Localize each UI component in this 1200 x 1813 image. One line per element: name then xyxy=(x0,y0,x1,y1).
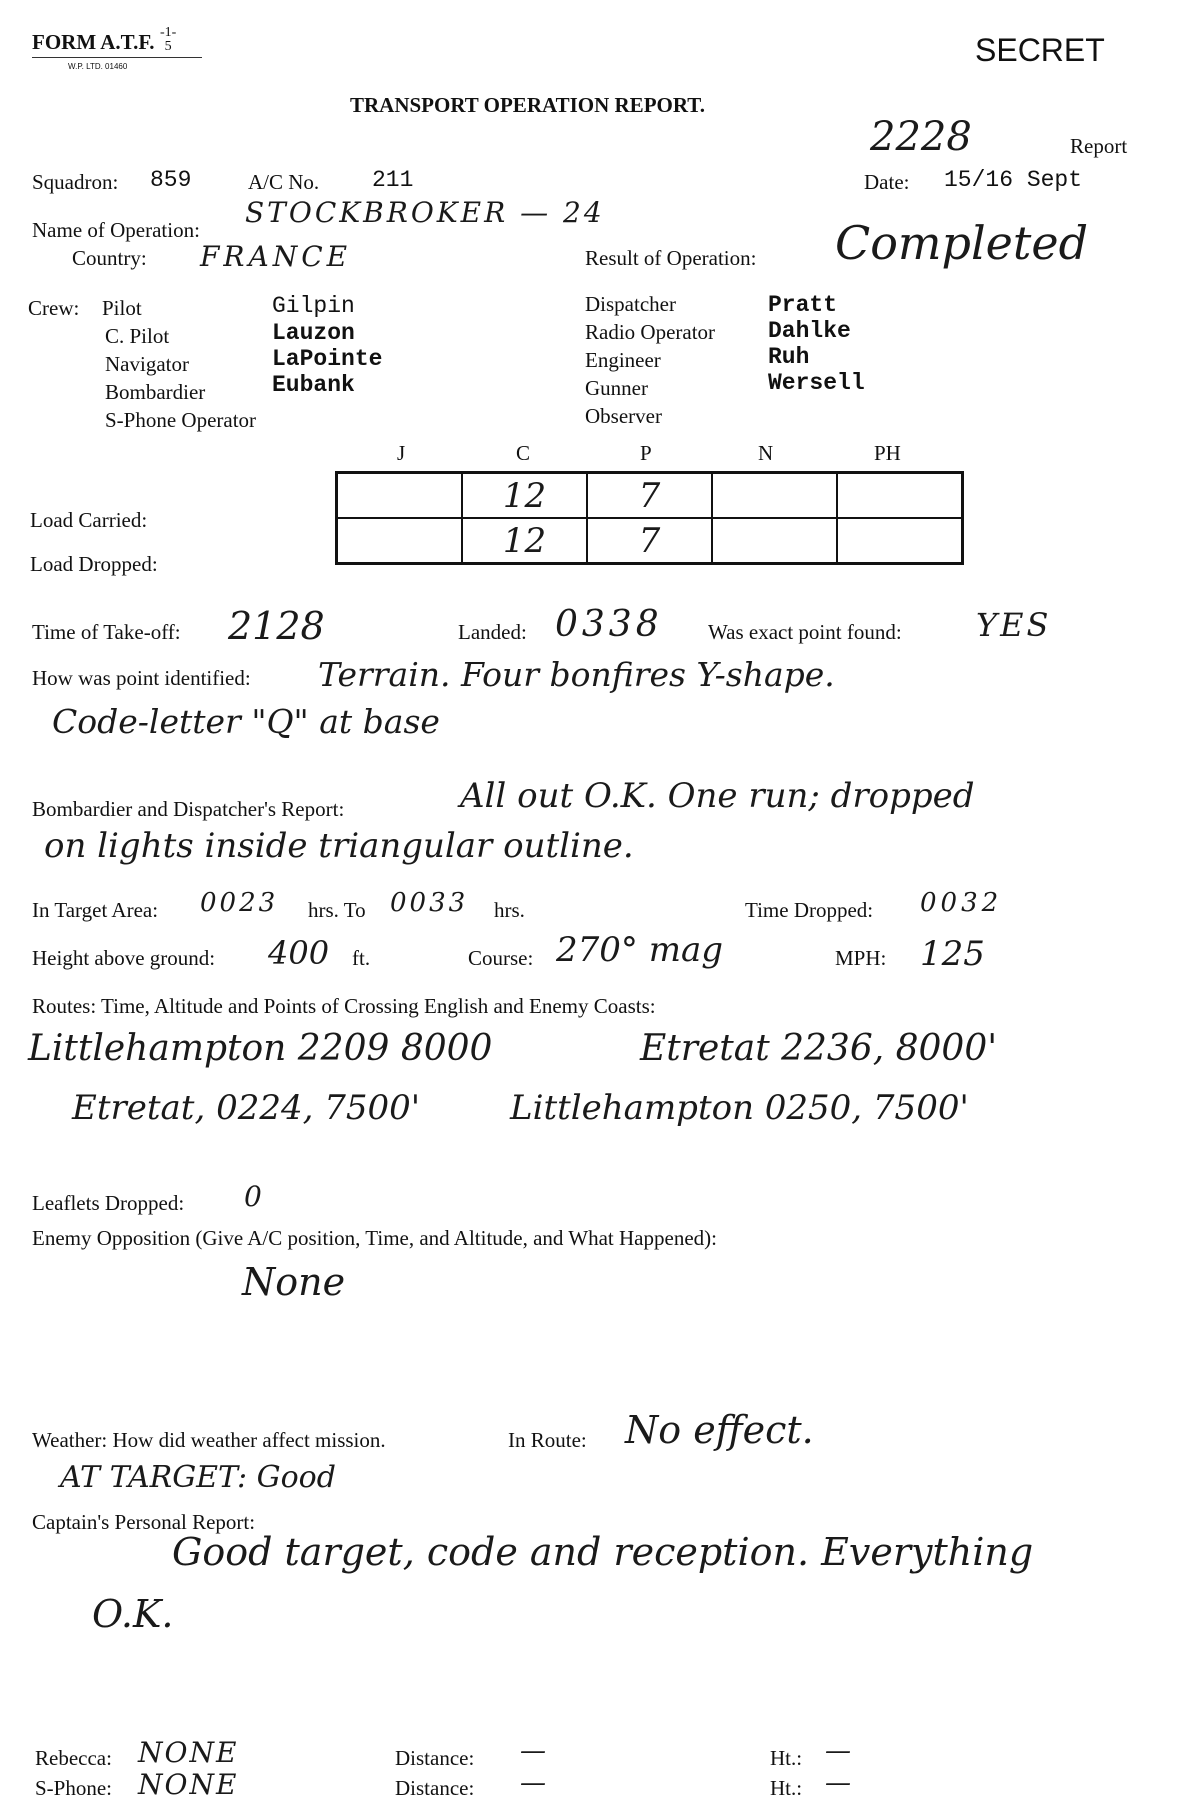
rebecca-label: Rebecca: xyxy=(35,1746,112,1770)
load-col-j: J xyxy=(397,441,406,465)
load-carried-n xyxy=(712,473,837,519)
height-label: Height above ground: xyxy=(32,946,216,970)
report-label: Report xyxy=(1070,134,1128,158)
crew-role-pilot: Pilot xyxy=(102,296,142,320)
crew-name-bombardier: Eubank xyxy=(272,372,355,398)
crew-name-copilot: Lauzon xyxy=(272,320,355,346)
load-carried-c: 12 xyxy=(462,473,587,519)
bd-report-label: Bombardier and Dispatcher's Report: xyxy=(32,797,345,821)
crew-label: Crew: xyxy=(28,296,80,320)
routes-label: Routes: Time, Altitude and Points of Crossing English and Enemy Coasts: xyxy=(32,994,656,1018)
load-col-n: N xyxy=(758,441,774,465)
exact-point-value: YES xyxy=(976,606,1052,644)
crew-role-copilot: C. Pilot xyxy=(105,324,170,348)
sphone-label: S-Phone: xyxy=(35,1776,113,1800)
time-dropped-value: 0032 xyxy=(920,888,1003,918)
height-value: 400 xyxy=(268,934,330,972)
crew-name-dispatcher: Pratt xyxy=(768,292,838,318)
landed-value: 0338 xyxy=(555,604,663,645)
landed-label: Landed: xyxy=(458,620,527,644)
leaflets-label: Leaflets Dropped: xyxy=(32,1191,185,1215)
routes-line1-b: Etretat 2236, 8000' xyxy=(640,1028,998,1069)
sphone-value: NONE xyxy=(138,1768,239,1801)
captain-line1: Good target, code and reception. Everything xyxy=(172,1530,1034,1574)
leaflets-value: 0 xyxy=(244,1180,262,1213)
report-number: 2228 xyxy=(870,114,972,160)
identified-label: How was point identified: xyxy=(32,666,251,690)
course-label: Course: xyxy=(468,946,534,970)
load-col-c: C xyxy=(516,441,531,465)
ht-label-2: Ht.: xyxy=(770,1776,803,1800)
load-carried-p: 7 xyxy=(587,473,712,519)
load-table xyxy=(335,471,964,565)
captain-label: Captain's Personal Report: xyxy=(32,1510,256,1534)
distance-label-2: Distance: xyxy=(395,1776,475,1800)
country-value: FRANCE xyxy=(200,240,352,273)
enemy-value: None xyxy=(242,1260,346,1304)
crew-name-radio: Dahlke xyxy=(768,318,851,344)
ac-value: 211 xyxy=(372,167,414,193)
crew-name-gunner: Wersell xyxy=(768,370,865,396)
takeoff-value: 2128 xyxy=(228,604,325,648)
routes-line1-a: Littlehampton 2209 8000 xyxy=(28,1028,493,1069)
load-dropped-label: Load Dropped: xyxy=(30,552,158,576)
squadron-value: 859 xyxy=(150,167,192,193)
crew-role-engineer: Engineer xyxy=(585,348,661,372)
ht-value-1: — xyxy=(825,1736,851,1766)
form-fraction-bottom: 5 xyxy=(164,39,172,54)
crew-role-bombardier: Bombardier xyxy=(105,380,206,404)
printer-code: W.P. LTD. 01460 xyxy=(68,62,128,71)
squadron-label: Squadron: xyxy=(32,170,119,194)
identified-line1: Terrain. Four bonfires Y-shape. xyxy=(318,655,835,694)
routes-line2-b: Littlehampton 0250, 7500' xyxy=(510,1088,969,1128)
bd-report-line2: on lights inside triangular outline. xyxy=(44,826,634,866)
date-label: Date: xyxy=(864,170,910,194)
target-hrs-label: hrs. xyxy=(494,898,525,922)
form-fraction xyxy=(160,26,176,54)
target-area-from: 0023 xyxy=(200,888,279,918)
operation-name-label: Name of Operation: xyxy=(32,218,200,242)
captain-line2: O.K. xyxy=(92,1592,174,1636)
takeoff-label: Time of Take-off: xyxy=(32,620,181,644)
load-dropped-j xyxy=(337,518,463,564)
in-route-value: No effect. xyxy=(625,1408,814,1452)
country-label: Country: xyxy=(72,246,147,270)
distance-value-1: — xyxy=(520,1736,546,1766)
load-col-ph: PH xyxy=(874,441,901,465)
crew-role-dispatcher: Dispatcher xyxy=(585,292,676,316)
weather-label: Weather: How did weather affect mission. xyxy=(32,1428,386,1452)
operation-name-value: STOCKBROKER — 24 xyxy=(245,196,605,229)
load-dropped-c: 12 xyxy=(462,518,587,564)
load-carried-ph xyxy=(837,473,963,519)
load-col-p: P xyxy=(640,441,652,465)
result-value: Completed xyxy=(835,216,1089,270)
identified-line2: Code-letter "Q" at base xyxy=(52,702,440,741)
crew-role-radio: Radio Operator xyxy=(585,320,716,344)
time-dropped-label: Time Dropped: xyxy=(745,898,874,922)
mph-value: 125 xyxy=(920,934,985,974)
load-carried-row xyxy=(337,473,963,519)
rebecca-value: NONE xyxy=(138,1736,239,1769)
target-area-label: In Target Area: xyxy=(32,898,159,922)
load-dropped-p: 7 xyxy=(587,518,712,564)
load-dropped-n xyxy=(712,518,837,564)
report-title: TRANSPORT OPERATION REPORT. xyxy=(350,93,705,117)
crew-role-gunner: Gunner xyxy=(585,376,648,400)
date-value: 15/16 Sept xyxy=(944,167,1083,193)
load-carried-label: Load Carried: xyxy=(30,508,148,532)
ft-label: ft. xyxy=(352,946,371,970)
classification: SECRET xyxy=(975,32,1105,68)
course-value: 270° mag xyxy=(556,930,723,970)
enemy-label: Enemy Opposition (Give A/C position, Time, and Altitude, and What Happened): xyxy=(32,1226,717,1250)
crew-name-navigator: LaPointe xyxy=(272,346,383,372)
ac-label: A/C No. xyxy=(248,170,320,194)
crew-role-sphone: S-Phone Operator xyxy=(105,408,257,432)
routes-line2-a: Etretat, 0224, 7500' xyxy=(72,1088,421,1128)
ht-value-2: — xyxy=(825,1768,851,1798)
mph-label: MPH: xyxy=(835,946,887,970)
crew-name-engineer: Ruh xyxy=(768,344,810,370)
load-dropped-row xyxy=(337,518,963,564)
form-fraction-top: -1- xyxy=(160,25,177,40)
distance-value-2: — xyxy=(520,1768,546,1798)
load-dropped-ph xyxy=(837,518,963,564)
target-to-label: hrs. To xyxy=(308,898,366,922)
crew-role-navigator: Navigator xyxy=(105,352,189,376)
target-area-to: 0033 xyxy=(390,888,469,918)
ht-label-1: Ht.: xyxy=(770,1746,803,1770)
form-id: FORM A.T.F. xyxy=(32,30,155,54)
exact-point-label: Was exact point found: xyxy=(708,620,902,644)
crew-name-pilot: Gilpin xyxy=(272,293,355,319)
crew-role-observer: Observer xyxy=(585,404,662,428)
in-route-label: In Route: xyxy=(508,1428,587,1452)
result-label: Result of Operation: xyxy=(585,246,757,270)
form-rule xyxy=(32,57,202,58)
distance-label-1: Distance: xyxy=(395,1746,475,1770)
bd-report-line1: All out O.K. One run; dropped xyxy=(460,776,975,816)
load-carried-j xyxy=(337,473,463,519)
at-target-value: AT TARGET: Good xyxy=(60,1460,336,1495)
